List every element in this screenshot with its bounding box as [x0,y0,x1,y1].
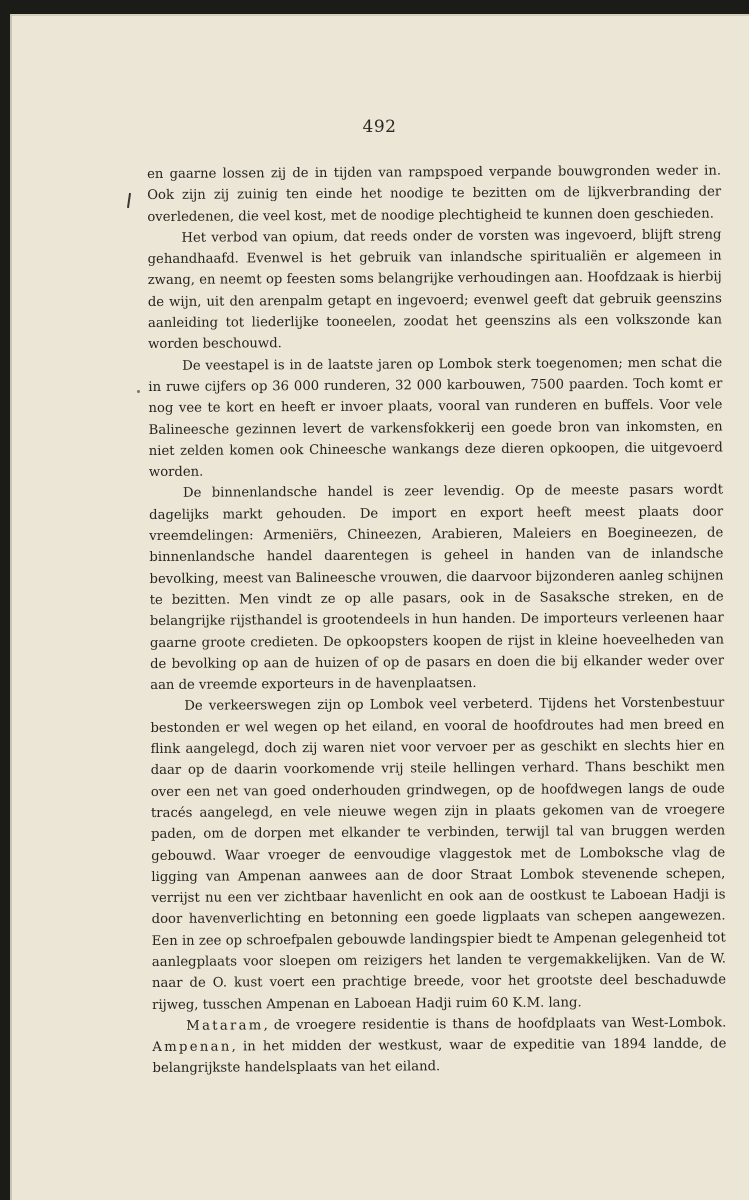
paragraph-livestock: De veestapel is in de laatste jaren op Lombok sterk toegenomen; men schat die in ruwe cijfers op 36 000 runderen, 32 000 karbouwen, 7500 paarden. Toch komt er nog vee te kort en heeft er invoer plaats, vooral van runderen en buffels. Voor vele Balineesche gezinnen levert de varkensfokkerij een goede bron van inkomsten, en niet zelden komen ook Chineesche wankangs deze dieren opkoopen, die uitgevoerd worden. [148,355,723,481]
paragraph-towns [152,1012,726,1079]
towns-text-2: , in het midden der westkust, waar de expeditie van 1894 landde, de belangrijkste handelsplaats van het eiland. [152,1036,727,1077]
body-text [147,160,727,1079]
margin-pencil-mark [127,193,131,208]
paragraph-opium: Het verbod van opium, dat reeds onder de vorsten was ingevoerd, blijft streng gehandhaafd. Evenwel is het gebruik van inlandsche spiritualiën er algemeen in zwang, en neemt op feesten soms belangrijke verhoudingen aan. Hoofdzaak is hierbij de wijn, uit den arenpalm getapt en ingevoerd; evenwel geeft dat gebruik geenszins aanleiding tot liederlijke tooneelen, zoodat het geenszins als een volkszonde kan worden beschouwd. [147,227,723,353]
page-number: 492 [362,117,397,137]
towns-text-1: , de vroegere residentie is thans de hoofdplaats van West-Lombok. [263,1015,727,1034]
book-page [10,14,749,1200]
term-mataram: Mataram [186,1018,264,1034]
term-ampenan: Ampenan [152,1039,232,1056]
paragraph-trade: De binnenlandsche handel is zeer levendig. Op de meeste pasars wordt dagelijks markt gehouden. De import en export heeft meest plaats door vreemdelingen: Armeniërs, Chineezen, Arabieren, Maleiers en Boegineezen, de binnenlandsche handel daarentegen is geheel in handen van de inlandsche bevolking, meest van Balineesche vrouwen, die daarvoor bijzonderen aanleg schijnen te bezitten. Men vindt ze op alle pasars, ook in de Sasaksche streken, en de belangrijke rijsthandel is grootendeels in hun handen. De importeurs verleenen haar gaarne groote credieten. De opkoopsters koopen de rijst in kleine hoeveelheden van de bevolking op aan de huizen of op de pasars en doen die bij elkander weder over aan de vreemde exporteurs in de havenplaatsen. [149,482,725,694]
paragraph-roads: De verkeerswegen zijn op Lombok veel verbeterd. Tijdens het Vorstenbestuur bestonden er wel wegen op het eiland, en vooral de hoofdroutes had men breed en flink aangelegd, doch zij waren niet voor vervoer per as geschikt en slechts hier en daar op de daarin voorkomende vrij steile hellingen verhard. Thans beschikt men over een net van goed onderhouden grindwegen, op de hoofdwegen langs de oude tracés aangelegd, en vele nieuwe wegen zijn in plaats gekomen van de vroegere paden, om de dorpen met elkander te verbinden, terwijl tal van bruggen werden gebouwd. Waar vroeger de eenvoudige vlaggestok met de Lomboksche vlag de ligging van Ampenan aanwees aan de door Straat Lombok stevenende schepen, verrijst nu een ver zichtbaar havenlicht en ook aan de oostkust te Laboean Hadji is door havenverlichting en betonning een goede ligplaats van schepen aangewezen. Een in zee op schroefpalen gebouwde landingspier biedt te Ampenan gelegenheid tot aanlegplaats voor sloepen om reizigers het landen te vergemakkelijken. Van de W. naar de O. kust voert een prachtige breede, voor het grootste deel beschaduwde rijweg, tusschen Ampenan en Laboean Hadji ruim 60 K.M. lang. [150,695,727,1013]
margin-dot [137,390,140,393]
paragraph-funeral: en gaarne lossen zij de in tijden van rampspoed verpande bouwgronden weder in. Ook zijn zij zuinig ten einde het noodige te bezitten om de lijkverbranding der overledenen, die veel kost, met de noodige plechtigheid te kunnen doen geschieden. [147,163,722,225]
